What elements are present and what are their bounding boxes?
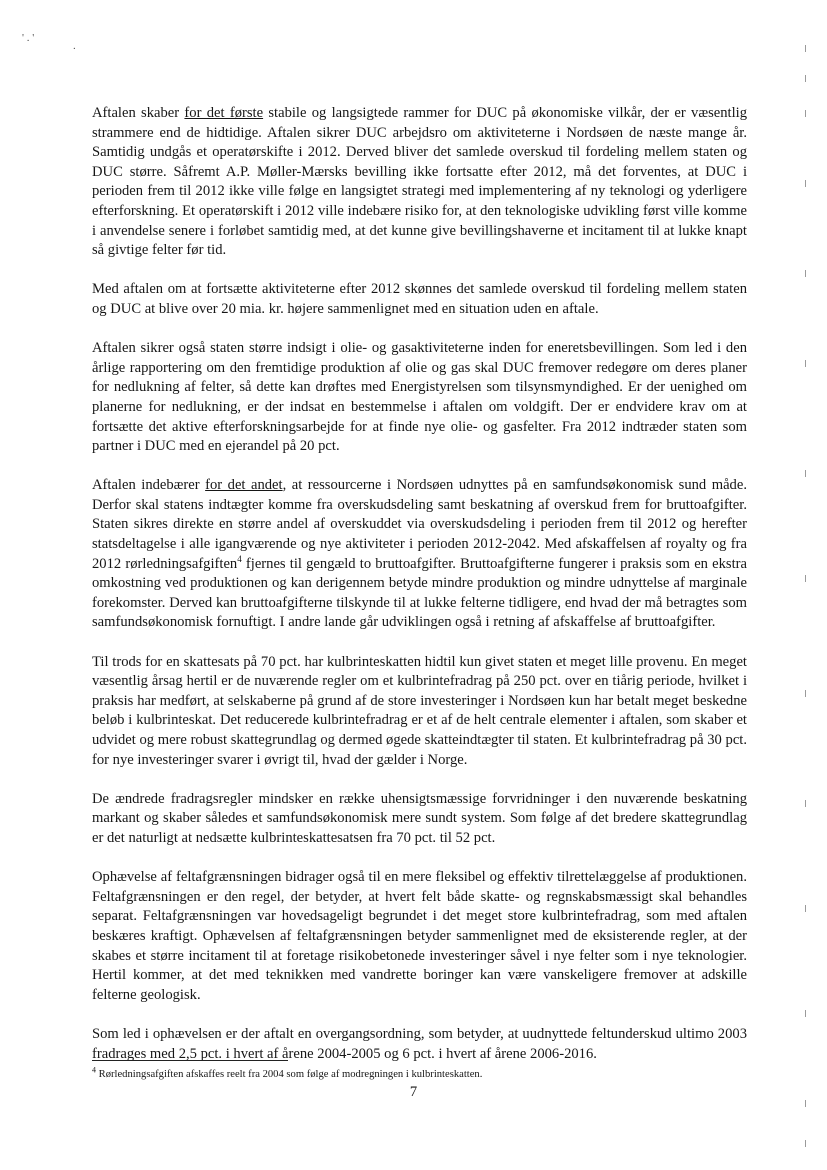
paragraph-1-rest: stabile og langsigtede rammer for DUC på økonomiske vilkår, der er væsentlig strammere end de hidtidige. Aftalen sikrer DUC arbejdsro om aktiviteterne i Nordsøen de næste mange år. Samtidig undgås et operatørskifte i 2012. Derved bliver det samlede overskud til fordeling mellem staten og DUC større. Såfremt A.P. Møller-Mærsks bevilling ikke fortsatte efter 2012, må det forventes, at DUC i perioden frem til 2012 ikke ville følge en langsigtet strategi med implementering af ny teknologi og yderligere efterforskning. Et operatørskift i 2012 ville indebære risiko for, at den teknologiske udvikling først ville komme i anvendelse senere i forløbet samtidig med, at det kunne give bevillingshaverne et incitament til at lukke knapt så givtige felter før tid. xyxy=(92,105,747,259)
footnote-divider xyxy=(92,1060,288,1061)
paragraph-1-intro: Aftalen skaber xyxy=(92,105,185,121)
scan-edge-mark xyxy=(805,800,806,807)
scan-artifact-top-left: ' . ' xyxy=(22,32,35,44)
paragraph-3: Aftalen sikrer også staten større indsigt i olie- og gasaktiviteterne inden for eneretsbevillingen. Som led i den årlige rapportering om den fremtidige produktion af olie og gas skal DUC fremover redegøre om deres planer for nedlukning af felter, så dette kan drøftes med Energistyrelsen som tilsynsmyndighed. Er der uenighed om planerne for nedlukning, er der indsat en bestemmelse i aftalen om voldgift. Der er endvidere krav om at fortsætte det aktive efterforskningsarbejde for at finde nye olie- og gasfelter. Fra 2012 indtræder staten som partner i DUC med en ejerandel på 20 pct. xyxy=(92,340,747,455)
scan-edge-mark xyxy=(805,360,806,367)
scan-edge-mark xyxy=(805,470,806,477)
paragraph-2: Med aftalen om at fortsætte aktiviteterne efter 2012 skønnes det samlede overskud til fordeling mellem staten og DUC at blive over 20 mia. kr. højere sammenlignet med en situation uden en aftale. xyxy=(92,281,747,317)
paragraph-4-intro: Aftalen indebærer xyxy=(92,477,206,494)
scan-edge-mark xyxy=(805,690,806,697)
footnote-marker: 4 xyxy=(92,1065,96,1075)
scan-artifact-dot: . xyxy=(73,40,76,52)
paragraph-6: De ændrede fradragsregler mindsker en række uhensigtsmæssige forvridninger i den nuværende beskatning markant og skaber således et samfundsøkonomisk mere sundt system. Som følge af det bredere skattegrundlag er det naturligt at nedsætte kulbrinteskattesatsen fra 70 pct. til 52 pct. xyxy=(92,790,747,846)
paragraph-1 xyxy=(92,104,747,261)
underlined-phrase-second: for det andet xyxy=(205,477,283,494)
footnote-text: Rørledningsafgiften afskaffes reelt fra 2004 som følge af modregningen i kulbrinteskatten. xyxy=(96,1069,483,1080)
footnote xyxy=(92,1065,747,1082)
paragraph-7: Ophævelse af feltafgrænsningen bidrager også til en mere fleksibel og effektiv tilrettelæggelse af produktionen. Feltafgrænsningen er den regel, der betyder, at hvert felt både skatte- og regnskabsmæssigt skal behandles separat. Feltafgrænsningen var hovedsageligt begrundet i det meget store kulbrintefradrag, som med aftalen beskæres kraftigt. Ophævelsen af feltafgrænsningen betyder sammenlignet med de eksisterende regler, at der skabes et større incitament til at foretage risikobetonede investeringer såvel i nye felter som i nye teknologier. Hertil kommer, at det med teknikken med vandrette boringer kan være vanskeligere fremover at adskille felterne geologisk. xyxy=(92,869,747,1003)
paragraph-4-before-note: , at ressourcerne i Nordsøen udnyttes på en samfundsøkonomisk sund måde. Derfor skal statens indtægter komme fra overskudsdeling samt beskatning af overskud frem for bruttoafgifter. Staten sikres direkte en større andel af overskuddet via overskudsdeling i perioden frem til 2012 og herefter statsdeltagelse i alle igangværende og nye aktiviteter i perioden 2012-2042. Med afskaffelsen af royalty og fra 2012 rørledningsafgiften xyxy=(92,477,747,572)
scan-edge-mark xyxy=(805,45,806,52)
body-text xyxy=(92,104,747,1084)
scan-edge-mark xyxy=(805,1010,806,1017)
paragraph-4-after-note: fjernes til gengæld to bruttoafgifter. Bruttoafgifterne fungerer i praksis som en ekstra omkostning ved produktionen og kan derigennem betyde mindre produktion og mindre udnyttelse af marginale forekomster. Derved kan bruttoafgifterne tilskynde til at lukke felterne tidligere, end hvad der må betragtes som samfundsøkonomisk fornuftigt. I andre lande går udviklingen også i retning af afskaffelse af bruttoafgifter. xyxy=(92,555,747,631)
footnote-reference: 4 xyxy=(237,553,242,564)
paragraph-8: Som led i ophævelsen er der aftalt en overgangsordning, som betyder, at uudnyttede feltunderskud ultimo 2003 fradrages med 2,5 pct. i hvert af årene 2004-2005 og 6 pct. i hvert af årene 2006-2016. xyxy=(92,1025,747,1062)
scan-edge-mark xyxy=(805,180,806,187)
scan-edge-mark xyxy=(805,110,806,117)
scan-edge-mark xyxy=(805,575,806,582)
paragraph-5: Til trods for en skattesats på 70 pct. har kulbrinteskatten hidtil kun givet staten et meget lille provenu. En meget væsentlig årsag hertil er de nuværende regler om et kulbrintefradrag på 250 pct. over en tiårig periode, hvilket i praksis har medført, at selskaberne på grund af de store investeringer i Nordsøen kun har betalt meget beskedne beløb i kulbrinteskat. Det reducerede kulbrintefradrag er et af de helt centrale elementer i aftalen, som skaber et udvidet og mere robust skattegrundlag og dermed øgede skatteindtægter til staten. Et kulbrintefradrag på 30 pct. for nye investeringer svarer i øvrigt til, hvad der gælder i Norge. xyxy=(92,653,747,768)
scan-edge-mark xyxy=(805,1100,806,1107)
scan-edge-mark xyxy=(805,75,806,82)
scan-edge-mark xyxy=(805,270,806,277)
page-number: 7 xyxy=(409,1084,418,1100)
scan-edge-mark xyxy=(805,1140,806,1147)
paragraph-4 xyxy=(92,476,747,633)
underlined-phrase-first: for det første xyxy=(184,105,264,121)
scan-edge-mark xyxy=(805,905,806,912)
